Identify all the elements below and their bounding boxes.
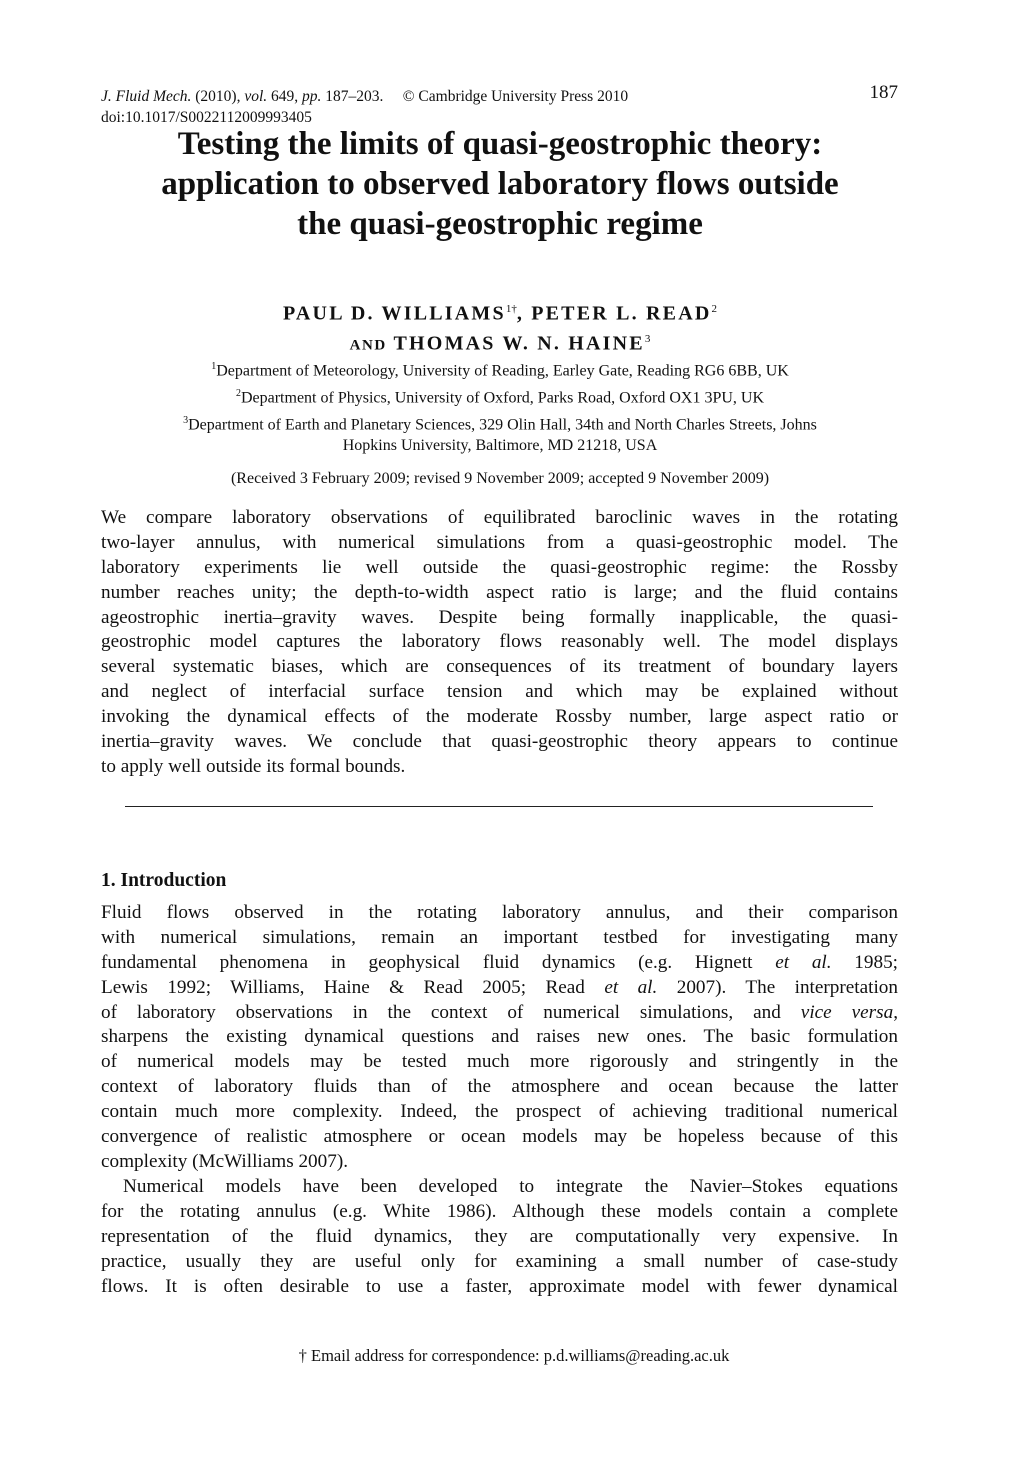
authors bbox=[80, 297, 920, 358]
text-segment: 2007). The interpretation bbox=[657, 976, 898, 998]
text-line bbox=[101, 901, 898, 926]
text-segment: of numerical models may be tested much more rigorously and stringently in the bbox=[101, 1051, 898, 1073]
text-segment: We compare laboratory observations of equilibrated baroclinic waves in the rotating bbox=[101, 507, 898, 528]
text-line bbox=[101, 606, 898, 631]
text-segment: context of laboratory fluids than of the atmosphere and ocean because the latter bbox=[101, 1076, 898, 1098]
text-segment: flows. It is often desirable to use a faster, approximate model with fewer dynamical bbox=[101, 1275, 898, 1297]
text-line bbox=[101, 1150, 898, 1175]
text-segment: representation of the fluid dynamics, they are computationally very expensive. In bbox=[101, 1225, 898, 1247]
text-segment: contain much more complexity. Indeed, the prospect of achieving traditional numerical bbox=[101, 1101, 898, 1123]
text-segment: of laboratory observations in the context of numerical simulations, and bbox=[101, 1001, 801, 1023]
text-segment: several systematic biases, which are consequences of its treatment of boundary layers bbox=[101, 656, 898, 678]
text-segment: two-layer annulus, with numerical simulations from a quasi-geostrophic model. The bbox=[101, 531, 898, 553]
text-segment: 1985; bbox=[831, 951, 898, 973]
text-segment: Numerical models have been developed to integrate the Navier–Stokes equations bbox=[123, 1176, 898, 1197]
italic-text: vice versa bbox=[800, 1001, 894, 1023]
aff-text: Department of Meteorology, University of Reading, Earley Gate, Reading RG6 6BB, UK bbox=[216, 362, 789, 380]
text-line bbox=[101, 1075, 898, 1100]
text-line bbox=[101, 680, 898, 705]
italic-text: et al. bbox=[775, 951, 832, 973]
text-line bbox=[101, 1200, 898, 1225]
text-line bbox=[101, 556, 898, 581]
text-segment: geostrophic model captures the laboratory flows reasonably well. The model displays bbox=[101, 631, 898, 653]
text-segment: ageostrophic inertia–gravity waves. Despite being formally inapplicable, the quasi- bbox=[101, 606, 898, 628]
text-line bbox=[101, 951, 898, 976]
text-segment: and neglect of interfacial surface tension and which may be explained without bbox=[101, 681, 898, 703]
text-segment: convergence of realistic atmosphere or ocean models may be hopeless because of this bbox=[101, 1126, 898, 1148]
aff-text: Hopkins University, Baltimore, MD 21218, USA bbox=[342, 437, 658, 455]
text-line bbox=[101, 1175, 898, 1200]
author-sup: 3 bbox=[644, 332, 651, 345]
aff-text: Department of Earth and Planetary Sciences, 329 Olin Hall, 34th and North Charles Streets, Johns bbox=[188, 416, 817, 434]
text-line bbox=[101, 1100, 898, 1125]
text-line bbox=[101, 506, 898, 531]
title-line: application to observed laboratory flows outside bbox=[161, 166, 839, 202]
text-line bbox=[101, 581, 898, 606]
vol-label: vol. bbox=[244, 88, 268, 105]
intro-paragraph-2 bbox=[101, 1175, 898, 1299]
text-line bbox=[101, 730, 898, 755]
text-segment: complexity (McWilliams 2007). bbox=[101, 1150, 349, 1172]
author-name: THOMAS W. N. HAINE bbox=[393, 332, 645, 355]
italic-text: et al. bbox=[604, 976, 658, 998]
text-segment: to apply well outside its formal bounds. bbox=[101, 755, 406, 777]
aff-sup: 3 bbox=[183, 415, 189, 426]
year: (2010), bbox=[195, 88, 241, 105]
intro-paragraph-1 bbox=[101, 901, 898, 1175]
text-line bbox=[101, 655, 898, 680]
text-segment: number reaches unity; the depth-to-width aspect ratio is large; and the fluid contains bbox=[101, 581, 898, 603]
text-segment: , bbox=[893, 1001, 898, 1023]
text-line bbox=[101, 1275, 898, 1300]
text-line bbox=[101, 705, 898, 730]
text-line bbox=[101, 1050, 898, 1075]
author-sup: 2 bbox=[711, 303, 718, 315]
text-line bbox=[101, 630, 898, 655]
divider bbox=[125, 806, 873, 807]
page-number: 187 bbox=[869, 82, 898, 103]
text-line bbox=[101, 1225, 898, 1250]
aff-sup: 2 bbox=[235, 388, 241, 399]
text-line bbox=[101, 1025, 898, 1050]
text-segment: sharpens the existing dynamical questions and raises new ones. The basic formulation bbox=[101, 1026, 898, 1048]
text-line bbox=[101, 531, 898, 556]
text-line bbox=[101, 755, 898, 780]
text-segment: inertia–gravity waves. We conclude that quasi-geostrophic theory appears to continue bbox=[101, 731, 898, 753]
title-line: Testing the limits of quasi-geostrophic theory: bbox=[177, 126, 823, 162]
copyright: © Cambridge University Press 2010 bbox=[402, 88, 629, 105]
abstract bbox=[101, 506, 898, 780]
received-dates: (Received 3 February 2009; revised 9 November 2009; accepted 9 November 2009) bbox=[230, 470, 770, 487]
title-line: the quasi-geostrophic regime bbox=[297, 206, 703, 242]
section-heading: 1. Introduction bbox=[101, 870, 227, 891]
pages: 187–203. bbox=[325, 88, 384, 105]
text-segment: invoking the dynamical effects of the moderate Rossby number, large aspect ratio or bbox=[101, 706, 898, 728]
text-segment: Fluid flows observed in the rotating laboratory annulus, and their comparison bbox=[101, 902, 898, 923]
journal-name: J. Fluid Mech. bbox=[101, 88, 192, 105]
running-header bbox=[101, 86, 628, 128]
text-segment: Lewis 1992; Williams, Haine & Read 2005; Read bbox=[101, 976, 605, 998]
text-segment: laboratory experiments lie well outside the quasi-geostrophic regime: the Rossby bbox=[101, 556, 898, 578]
author-name: , PETER L. READ bbox=[516, 302, 712, 325]
text-segment: fundamental phenomena in geophysical fluid dynamics (e.g. Hignett bbox=[101, 951, 776, 973]
text-line bbox=[101, 976, 898, 1001]
text-segment: with numerical simulations, remain an important testbed for investigating many bbox=[101, 926, 898, 948]
affiliation bbox=[80, 383, 920, 408]
aff-sup: 1 bbox=[211, 361, 217, 372]
text-segment: practice, usually they are useful only for examining a small number of case-study bbox=[101, 1250, 898, 1272]
author-sup: 1† bbox=[505, 303, 517, 315]
affiliation bbox=[80, 356, 920, 381]
text-segment: for the rotating annulus (e.g. White 1986). Although these models contain a complete bbox=[101, 1200, 898, 1222]
text-line bbox=[101, 1001, 898, 1026]
affiliation bbox=[80, 410, 920, 456]
aff-text: Department of Physics, University of Oxford, Parks Road, Oxford OX1 3PU, UK bbox=[240, 389, 765, 407]
text-line bbox=[101, 926, 898, 951]
pp-label: pp. bbox=[302, 88, 322, 105]
text-line bbox=[101, 1250, 898, 1275]
author-and: AND bbox=[349, 337, 387, 354]
volume: 649, bbox=[271, 88, 299, 105]
author-name: PAUL D. WILLIAMS bbox=[282, 302, 506, 325]
text-line bbox=[101, 1125, 898, 1150]
footnote: † Email address for correspondence: p.d.williams@reading.ac.uk bbox=[298, 1346, 730, 1365]
paper-title bbox=[80, 124, 920, 244]
doi: doi:10.1017/S0022112009993405 bbox=[101, 109, 312, 126]
